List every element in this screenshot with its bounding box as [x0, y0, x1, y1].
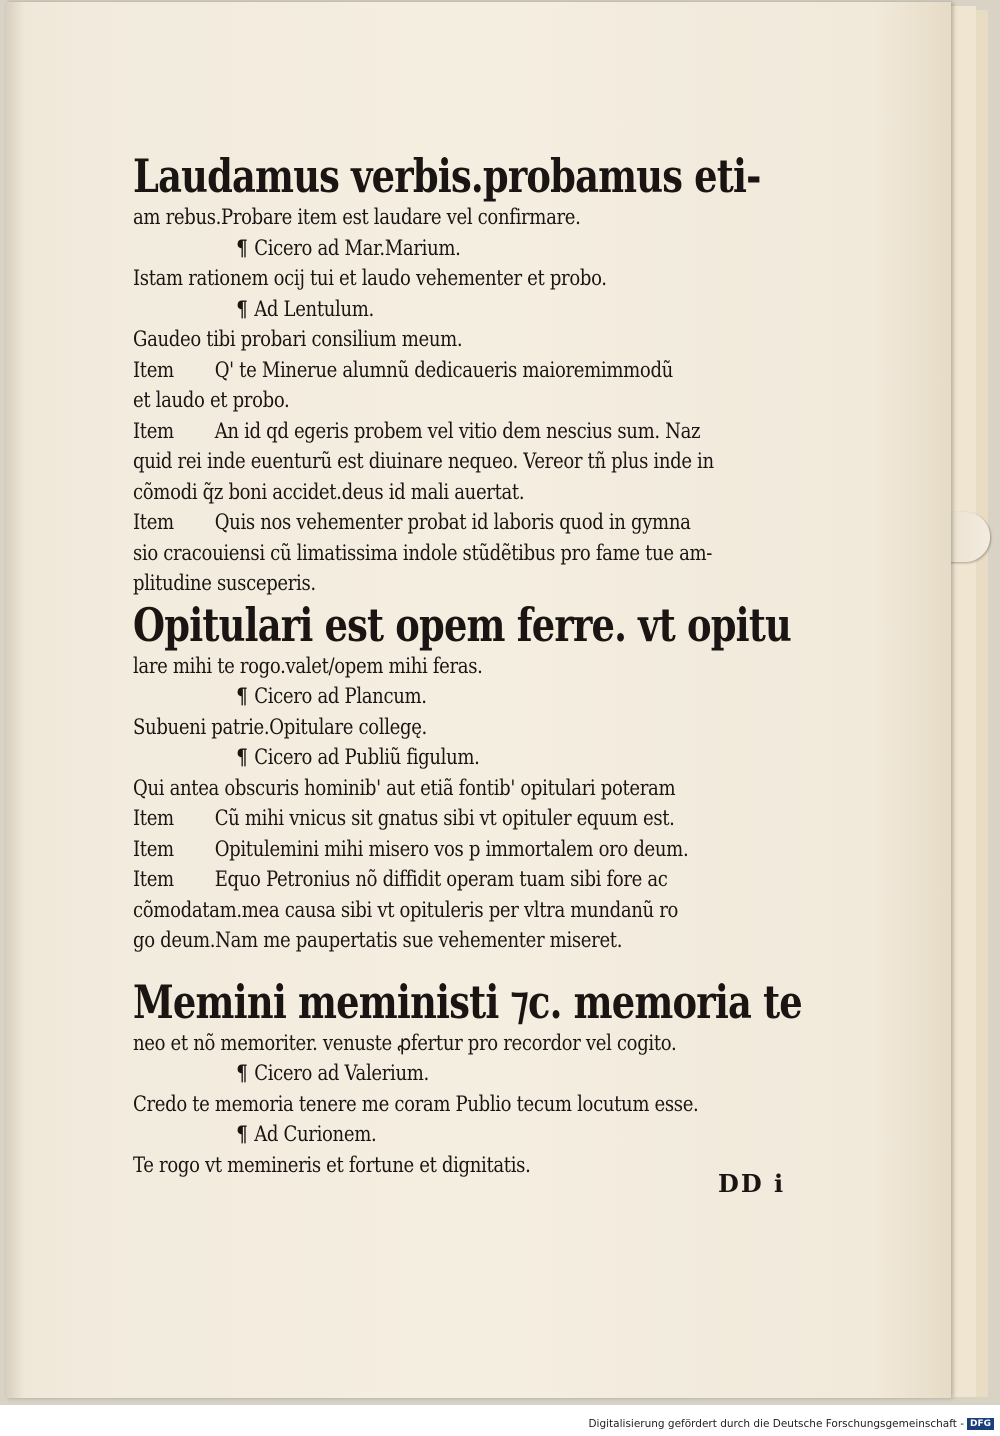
text-line: Subueni patrie.Opitulare collegę.	[133, 714, 427, 739]
text-line: go deum.Nam me paupertatis sue vehementer miseret.	[133, 928, 623, 952]
rubric-text: Cicero ad Mar.Marium.	[254, 235, 461, 260]
item-text: Q' te Minerue alumnũ dedicaueris maioremimmodũ	[214, 357, 673, 382]
text-line: Qui antea obscuris hominib' aut etiã fontib' opitulari poteram	[133, 775, 676, 800]
rubric-text: Ad Curionem.	[254, 1122, 377, 1146]
item-line	[133, 355, 701, 386]
item-text: Equo Petronius nõ diffidit operam tuam sibi fore ac	[214, 867, 668, 891]
item-label: Item	[133, 806, 174, 830]
item-label: Item	[133, 357, 174, 382]
text-line: plitudine susceperis.	[133, 571, 316, 595]
item-line	[133, 507, 701, 538]
rubric-line	[133, 1058, 701, 1089]
rubric-text: Cicero ad Valerium.	[254, 1061, 429, 1085]
item-line	[133, 834, 701, 865]
pilcrow-icon: ¶	[236, 234, 248, 260]
item-label: Item	[133, 836, 174, 861]
rubric-line	[133, 681, 701, 712]
text-line: quid rei inde euenturũ est diuinare nequeo. Vereor tñ plus inde in	[133, 449, 714, 473]
rubric-line	[133, 1119, 701, 1150]
rubric-text: Ad Lentulum.	[254, 296, 374, 321]
text-line: neo et nõ memoriter. venuste ꝓfertur pro recordor vel cogito.	[133, 1030, 677, 1055]
rubric-text: Cicero ad Publiũ figulum.	[254, 745, 480, 769]
pilcrow-icon: ¶	[236, 744, 248, 769]
pilcrow-icon: ¶	[236, 295, 248, 321]
item-line	[133, 864, 701, 895]
text-line: am rebus.Probare item est laudare vel confirmare.	[133, 205, 581, 229]
signature-mark: DD i	[718, 1169, 786, 1198]
item-text: Cũ mihi vnicus sit gnatus sibi vt opituler equum est.	[214, 806, 675, 830]
pilcrow-icon: ¶	[236, 683, 248, 708]
text-block	[133, 149, 802, 1180]
rubric-line	[133, 294, 701, 325]
rubric-text: Cicero ad Plancum.	[254, 684, 427, 708]
digitization-credit	[588, 1418, 994, 1430]
credit-text: Digitalisierung gefördert durch die Deutsche Forschungsgemeinschaft -	[588, 1418, 964, 1430]
text-line: Gaudeo tibi probari consilium meum.	[133, 327, 463, 351]
item-text: Quis nos vehementer probat id laboris quod in gymna	[214, 510, 691, 534]
text-line: sio cracouiensi cũ limatissima indole stũdẽtibus pro fame tue am-	[133, 540, 713, 565]
item-line	[133, 416, 701, 447]
section-gap	[133, 956, 793, 976]
text-line: Istam rationem ocij tui et laudo vehementer et probo.	[133, 266, 607, 290]
heading-line: Opitulari est opem ferre. vt opitu	[133, 597, 791, 652]
heading-line: Laudamus verbis.probamus eti-	[133, 149, 761, 203]
text-line: et laudo et probo.	[133, 388, 290, 412]
dfg-logo: DFG	[967, 1418, 994, 1430]
text-line: Te rogo vt memineris et fortune et dignitatis.	[133, 1152, 531, 1177]
text-line: cõmodatam.mea causa sibi vt opituleris per vltra mundanũ ro	[133, 897, 679, 922]
item-line	[133, 803, 701, 834]
item-label: Item	[133, 867, 174, 891]
item-text: Opitulemini mihi misero vos p immortalem oro deum.	[214, 836, 689, 861]
text-line: lare mihi te rogo.valet/opem mihi feras.	[133, 653, 483, 678]
pilcrow-icon: ¶	[236, 1121, 248, 1146]
item-label: Item	[133, 510, 174, 534]
item-text: An id qd egeris probem vel vitio dem nescius sum. Naz	[214, 418, 701, 443]
item-label: Item	[133, 418, 174, 443]
text-line: Credo te memoria tenere me coram Publio tecum locutum esse.	[133, 1091, 699, 1116]
rubric-line	[133, 233, 701, 264]
heading-line: Memini meministi ⁊c. memoria te	[133, 974, 802, 1029]
pilcrow-icon: ¶	[236, 1060, 248, 1085]
rubric-line	[133, 742, 701, 773]
text-line: cõmodi q̃z boni accidet.deus id mali auertat.	[133, 479, 525, 504]
